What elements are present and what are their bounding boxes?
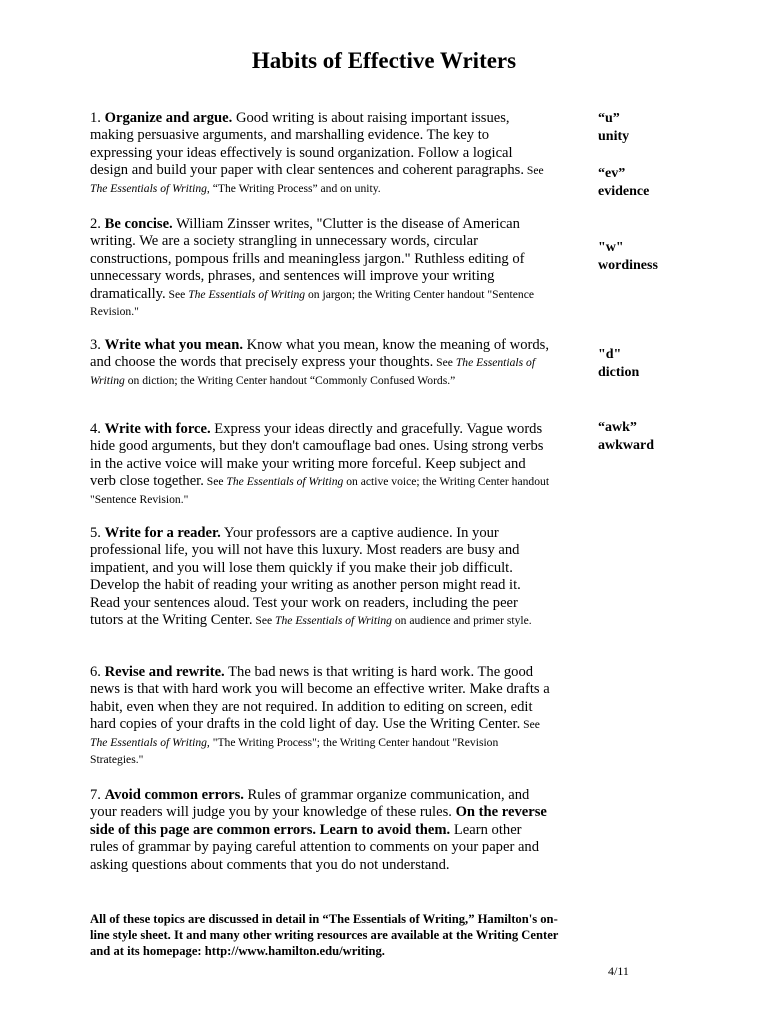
book-title: The Essentials of Writing <box>226 475 344 489</box>
item-body: Good writing is about raising important issues, making persuasive arguments, and marshalling evidence. The key to expressing your ideas effectively is sound organization. Follow a logical design and build your paper with clear sentences and coherent paragraphs. <box>90 110 525 179</box>
footer-note: All of these topics are discussed in detail in “The Essentials of Writing,” Hamilton's on-line style sheet. It and many other writing resources are available at the Writing Center and at its homepage: http://www.hamilton.edu/writing. <box>90 912 559 958</box>
book-title: The Essentials of Writing <box>188 287 306 301</box>
habit-avoid-errors <box>90 787 552 874</box>
item-heading: Avoid common errors. <box>104 787 244 803</box>
margin-note-wordiness <box>598 239 658 275</box>
margin-word: unity <box>598 129 630 144</box>
margin-note-unity <box>598 110 629 146</box>
item-body: Your professors are a captive audience. In your professional life, you will not have this luxury. Most readers are busy and impatient, and you will lose them quickly if you make their job difficult. Develop the habit of reading your writing as another person might read it. Read your sentences aloud. Test your work on readers, including the peer tutors at the Writing Center. <box>90 525 521 629</box>
item-body: Rules of grammar organize communication, and your readers will judge you by your knowledge of these rules. <box>90 787 530 821</box>
item-number: 5. <box>90 525 101 541</box>
habit-revise-rewrite <box>90 664 552 768</box>
margin-code: “ev” <box>598 166 626 181</box>
book-title: The Essentials of Writing <box>90 356 536 387</box>
margin-code: "w" <box>598 240 624 255</box>
see-prefix: See <box>203 475 227 489</box>
item-number: 1. <box>90 110 101 126</box>
book-title: The Essentials of Writing <box>275 614 392 628</box>
margin-word: evidence <box>598 184 650 199</box>
habit-concise <box>90 216 552 320</box>
item-body: William Zinsser writes, "Clutter is the disease of American writing. We are a society strangling in unnecessary words, circular constructions, pompous frills and meaningless jargon." Ruthless editing of unnecessary words, phrases, and sentences will improve your writing dramatically. <box>90 216 525 302</box>
item-body: Express your ideas directly and gracefully. Vague words hide good arguments, but they don't camouflage bad ones. Using strong verbs in the active voice will make your writing more forceful. Keep subject and verb close together. <box>90 421 544 490</box>
see-prefix: See <box>252 614 276 628</box>
see-reference: , “The Writing Process” and on unity. <box>206 181 381 195</box>
see-reference: on audience and primer style. <box>391 614 532 628</box>
item-body: The bad news is that writing is hard work. The good news is that with hard work you will become an effective writer. Make drafts a habit, even when they are not required. In addition to editing on screen, edit hard copies of your drafts in the cold light of day. Use the Writing Center. <box>90 664 550 733</box>
item-heading: Be concise. <box>104 216 173 232</box>
see-prefix: See <box>520 718 540 732</box>
habit-write-for-reader <box>90 525 552 629</box>
margin-note-evidence <box>598 165 649 201</box>
book-title: The Essentials of Writing <box>90 181 207 195</box>
see-prefix: See <box>433 356 456 370</box>
item-heading: Write with force. <box>104 421 211 437</box>
habit-write-what-you-mean <box>90 337 552 389</box>
margin-note-awkward <box>598 419 654 455</box>
item-body-continued: Learn other rules of grammar by paying careful attention to comments on your paper and asking questions about comments that you do not understand. <box>90 821 540 873</box>
item-heading: Revise and rewrite. <box>104 664 225 680</box>
item-heading: Write what you mean. <box>104 337 243 353</box>
item-heading: Organize and argue. <box>104 110 233 126</box>
page-number: 4/11 <box>608 964 629 978</box>
item-number: 7. <box>90 787 101 803</box>
book-title: The Essentials of Writing, <box>90 735 210 749</box>
margin-word: awkward <box>598 438 655 453</box>
see-reference: "The Writing Process"; the Writing Center handout "Revision Strategies." <box>90 735 499 767</box>
item-number: 2. <box>90 216 101 232</box>
item-body: Know what you mean, know the meaning of words, and choose the words that precisely express your thoughts. <box>90 337 549 371</box>
margin-code: "d" <box>598 347 622 362</box>
see-reference: on active voice; the Writing Center handout "Sentence Revision." <box>90 475 550 506</box>
see-reference: on diction; the Writing Center handout “Commonly Confused Words.” <box>124 373 456 387</box>
see-prefix: See <box>524 164 544 178</box>
margin-code: “u” <box>598 111 620 126</box>
reverse-side-note: On the reverse side of this page are common errors. Learn to avoid them. <box>90 804 547 838</box>
margin-word: diction <box>598 365 640 380</box>
habit-organize <box>90 110 552 197</box>
margin-code: “awk” <box>598 420 637 435</box>
margin-note-diction <box>598 346 639 382</box>
item-number: 3. <box>90 337 101 353</box>
item-heading: Write for a reader. <box>104 525 221 541</box>
margin-word: wordiness <box>598 258 658 273</box>
habit-write-with-force <box>90 421 552 508</box>
page-title: Habits of Effective Writers <box>251 48 517 73</box>
see-reference: on jargon; the Writing Center handout "Sentence Revision." <box>90 287 535 319</box>
see-prefix: See <box>165 287 189 301</box>
item-number: 6. <box>90 664 101 680</box>
item-number: 4. <box>90 421 101 437</box>
